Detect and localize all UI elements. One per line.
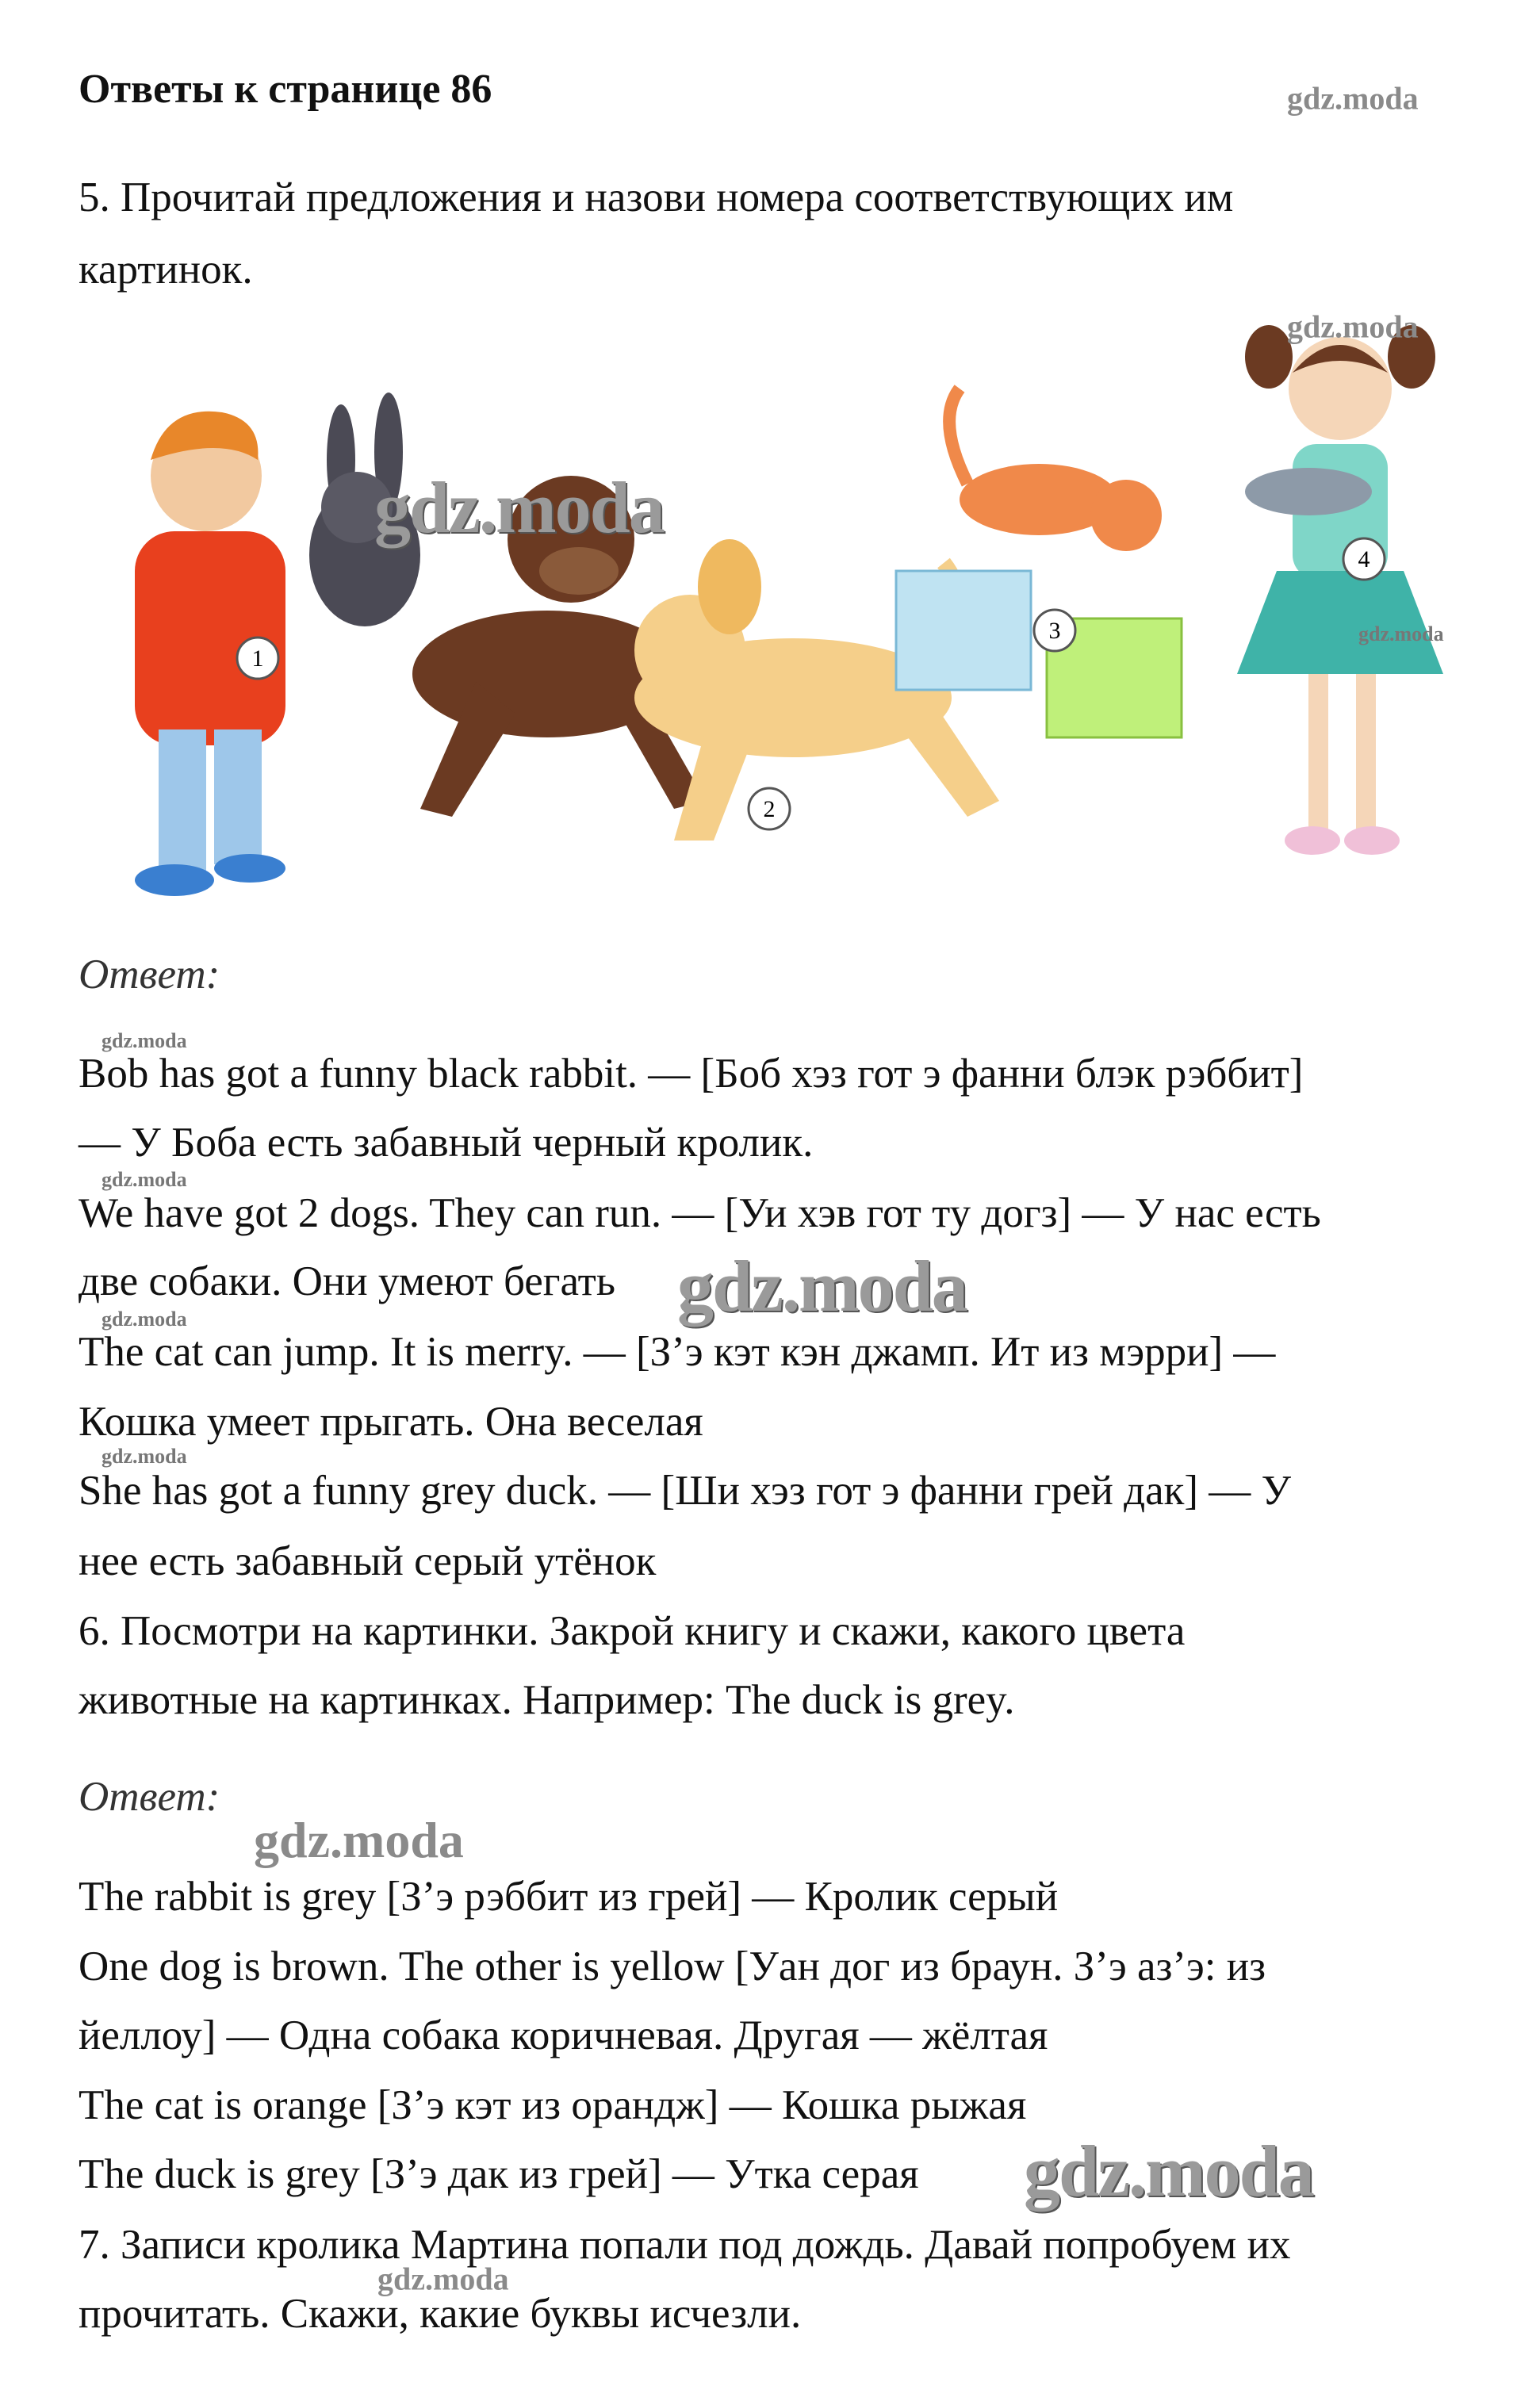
answer-line: She has got a funny grey duck. — [Ши хэз гот э фанни грей дак] — У [79,1468,1292,1514]
watermark: gdz.moda [374,467,664,548]
answer-line: Кошка умеет прыгать. Она веселая [79,1399,703,1445]
answer-line: The duck is grey [З’э дак из грей] — Утка серая [79,2151,919,2197]
answer-line: We have got 2 dogs. They can run. — [Уи хэв гот ту догз] — У нас есть [79,1190,1321,1236]
watermark: gdz.moda [102,1308,187,1331]
answer-line: The cat can jump. It is merry. — [З’э кэт кэн джамп. Ит из мэрри] — [79,1329,1276,1375]
task5-question: картинок. [79,247,253,293]
answer-line: — У Боба есть забавный черный кролик. [79,1120,814,1166]
watermark: gdz.moda [1287,308,1419,345]
girl-figure [1237,325,1443,855]
watermark: gdz.moda [1287,80,1419,117]
answer-line: The cat is orange [З’э кэт из орандж] — Кошка рыжая [79,2082,1027,2128]
svg-text:1: 1 [251,645,264,672]
watermark: gdz.moda [254,1812,464,1868]
picture-number-4 [1343,538,1385,580]
picture-number-1 [237,638,278,679]
cat-figure [949,389,1162,551]
picture-number-3 [1034,610,1075,651]
answer-label: Ответ: [79,952,220,998]
answer-line: Bob has got a funny black rabbit. — [Боб хэз гот э фанни блэк рэббит] [79,1051,1304,1097]
watermark: gdz.moda [1024,2131,1313,2211]
task5-question: 5. Прочитай предложения и назови номера соответствующих им [79,174,1234,220]
blue-cube [896,571,1031,690]
watermark: gdz.moda [102,1445,187,1468]
watermark: gdz.moda [102,1168,187,1191]
svg-text:2: 2 [763,796,776,822]
task6-question: животные на картинках. Например: The duck is grey. [79,1677,1015,1723]
task7-question: 7. Записи кролика Мартина попали под дождь. Давай попробуем их [79,2222,1291,2268]
task7-question: прочитать. Скажи, какие буквы исчезли. [79,2291,802,2337]
watermark: gdz.moda [102,1029,187,1052]
answer-label: Ответ: [79,1774,220,1820]
svg-text:3: 3 [1048,618,1061,644]
answer-line: две собаки. Они умеют бегать [79,1258,616,1304]
svg-text:4: 4 [1358,546,1370,572]
watermark: gdz.moda [377,2261,509,2297]
page-title: Ответы к странице 86 [79,67,492,112]
task6-question: 6. Посмотри на картинки. Закрой книгу и скажи, какого цвета [79,1608,1186,1654]
picture-number-2 [749,788,790,829]
answer-line: The rabbit is grey [З’э рэббит из грей] — Кролик серый [79,1874,1059,1920]
watermark: gdz.moda [1358,622,1444,645]
watermark: gdz.moda [677,1246,967,1327]
answer-line: нее есть забавный серый утёнок [79,1538,657,1584]
illustration [103,301,1491,904]
answer-line: One dog is brown. The other is yellow [Уан дог из браун. З’э аз’э: из [79,1943,1266,1989]
answer-line: йеллоу] — Одна собака коричневая. Другая — жёлтая [79,2012,1048,2058]
